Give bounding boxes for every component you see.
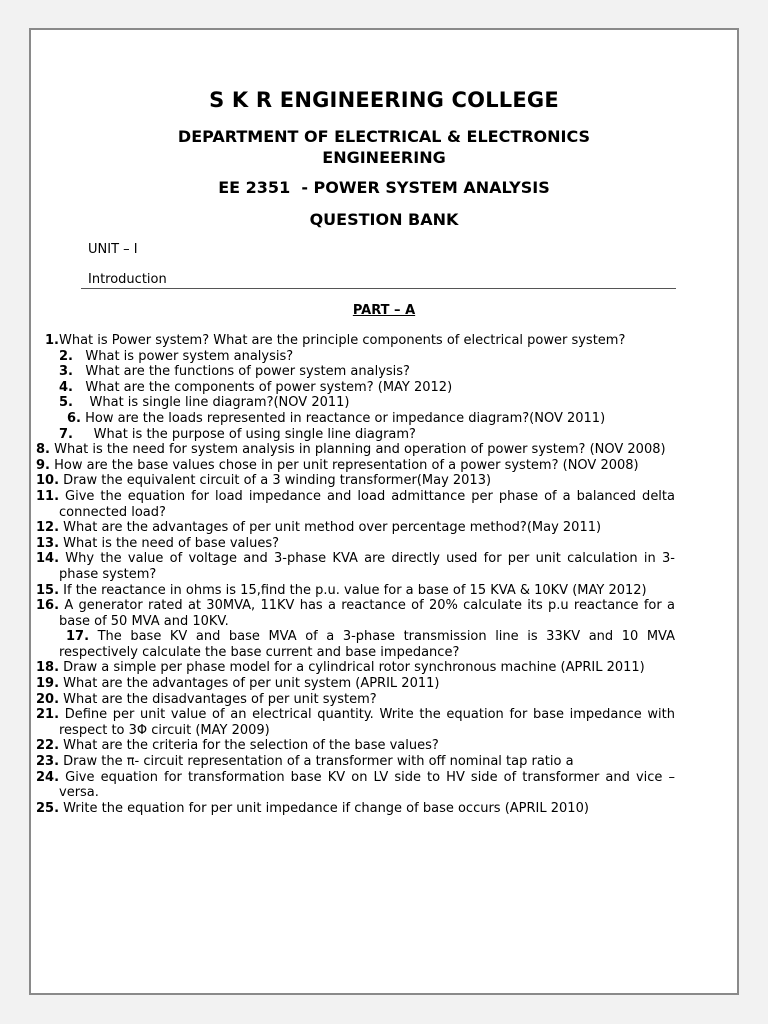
- question-text: What are the advantages of per unit system (APRIL 2011): [59, 676, 440, 692]
- question-item: [36, 457, 675, 474]
- question-number: 6.: [67, 410, 81, 426]
- question-text: A generator rated at 30MVA, 11KV has a reactance of 20% calculate its p.u reactance for a base of 50 MVA and 10KV.: [59, 598, 675, 629]
- question-number: 25.: [36, 800, 60, 816]
- question-text: Draw the equivalent circuit of a 3 winding transformer(May 2013): [59, 473, 492, 489]
- question-number: 11.: [36, 488, 60, 504]
- question-number: 16.: [36, 598, 60, 614]
- question-number: 2.: [59, 348, 73, 364]
- question-list: [36, 333, 675, 816]
- question-item: [36, 707, 675, 738]
- question-text: What is single line diagram?(NOV 2011): [72, 395, 350, 411]
- question-number: 3.: [59, 364, 73, 380]
- question-number: 5.: [59, 395, 73, 411]
- question-number: 20.: [36, 691, 60, 707]
- question-text: What are the advantages of per unit method over percentage method?(May 2011): [59, 520, 602, 536]
- question-number: 14.: [36, 551, 60, 567]
- question-text: What are the functions of power system analysis?: [72, 364, 410, 380]
- question-text: Why the value of voltage and 3-phase KVA are directly used for per unit calculation in 3-phase system?: [59, 551, 675, 582]
- question-item: [36, 551, 675, 582]
- college-title: S K R ENGINEERING COLLEGE: [209, 88, 559, 112]
- question-number: 23.: [36, 754, 60, 770]
- question-bank-heading: QUESTION BANK: [309, 210, 459, 229]
- question-item: [36, 582, 675, 599]
- question-number: 7.: [59, 426, 73, 442]
- question-text: How are the loads represented in reactance or impedance diagram?(NOV 2011): [80, 410, 606, 426]
- question-text: The base KV and base MVA of a 3-phase transmission line is 33KV and 10 MVA respectively calculate the base current and base impedance?: [59, 629, 675, 660]
- question-item: [36, 598, 675, 629]
- question-item: [59, 427, 675, 443]
- question-number: 9.: [36, 457, 50, 473]
- question-item: [36, 660, 675, 676]
- divider: [81, 288, 676, 289]
- question-item: [59, 380, 675, 396]
- question-item: [36, 520, 675, 536]
- question-text: What is power system analysis?: [72, 348, 294, 364]
- question-item: [36, 738, 675, 754]
- question-item: [59, 629, 675, 660]
- question-number: 17.: [66, 629, 90, 645]
- question-text: What are the disadvantages of per unit system?: [59, 691, 377, 707]
- question-number: 8.: [36, 442, 50, 458]
- question-text: Give the equation for load impedance and load admittance per phase of a balanced delta connected load?: [59, 488, 675, 520]
- question-text: How are the base values chose in per unit representation of a power system? (NOV 2008): [49, 457, 639, 473]
- question-number: 18.: [36, 660, 60, 676]
- question-item: [36, 754, 675, 770]
- question-item: [59, 364, 675, 380]
- question-item: [45, 333, 675, 349]
- question-text: What are the components of power system? (MAY 2012): [72, 379, 453, 395]
- question-item: [59, 349, 675, 365]
- question-text: Give equation for transformation base KV on LV side to HV side of transformer and vice – versa.: [59, 769, 675, 801]
- question-number: 19.: [36, 676, 60, 692]
- unit-title: Introduction: [88, 272, 167, 287]
- question-item: [36, 676, 675, 692]
- question-number: 21.: [36, 707, 60, 723]
- question-text: Define per unit value of an electrical quantity. Write the equation for base impedance with respect to 3Φ circuit (MAY 2009): [59, 707, 675, 738]
- question-text: Write the equation for per unit impedance if change of base occurs (APRIL 2010): [59, 800, 589, 816]
- question-item: [59, 411, 675, 427]
- question-text: If the reactance in ohms is 15,find the p.u. value for a base of 15 KVA & 10KV (MAY 2012): [59, 582, 647, 598]
- document-page: [29, 28, 739, 995]
- question-number: 13.: [36, 535, 60, 551]
- department-heading: DEPARTMENT OF ELECTRICAL & ELECTRONICS ENGINEERING: [177, 127, 591, 167]
- question-item: [36, 473, 675, 489]
- question-number: 4.: [59, 379, 73, 395]
- question-text: Draw the π- circuit representation of a transformer with off nominal tap ratio a: [59, 754, 574, 770]
- question-number: 1.: [45, 333, 59, 348]
- question-number: 10.: [36, 473, 60, 489]
- question-number: 15.: [36, 582, 60, 598]
- question-text: Draw a simple per phase model for a cylindrical rotor synchronous machine (APRIL 2011): [59, 660, 645, 676]
- question-text: What is the need of base values?: [59, 535, 280, 551]
- unit-label: UNIT – I: [88, 242, 138, 257]
- question-item: [36, 488, 675, 520]
- question-text: What is the need for system analysis in planning and operation of power system? (NOV 2008): [49, 442, 666, 458]
- question-text: What is the purpose of using single line diagram?: [72, 426, 416, 442]
- question-number: 12.: [36, 520, 60, 536]
- question-number: 22.: [36, 738, 60, 754]
- question-text: What is Power system? What are the principle components of electrical power system?: [58, 333, 626, 348]
- question-item: [36, 800, 675, 817]
- question-item: [36, 442, 675, 458]
- part-heading: PART – A: [352, 303, 416, 318]
- question-text: What are the criteria for the selection of the base values?: [59, 738, 439, 754]
- question-number: 24.: [36, 769, 60, 785]
- question-item: [36, 769, 675, 801]
- question-item: [59, 395, 675, 411]
- question-item: [36, 535, 675, 552]
- course-heading: EE 2351 - POWER SYSTEM ANALYSIS: [218, 178, 550, 197]
- question-item: [36, 691, 675, 708]
